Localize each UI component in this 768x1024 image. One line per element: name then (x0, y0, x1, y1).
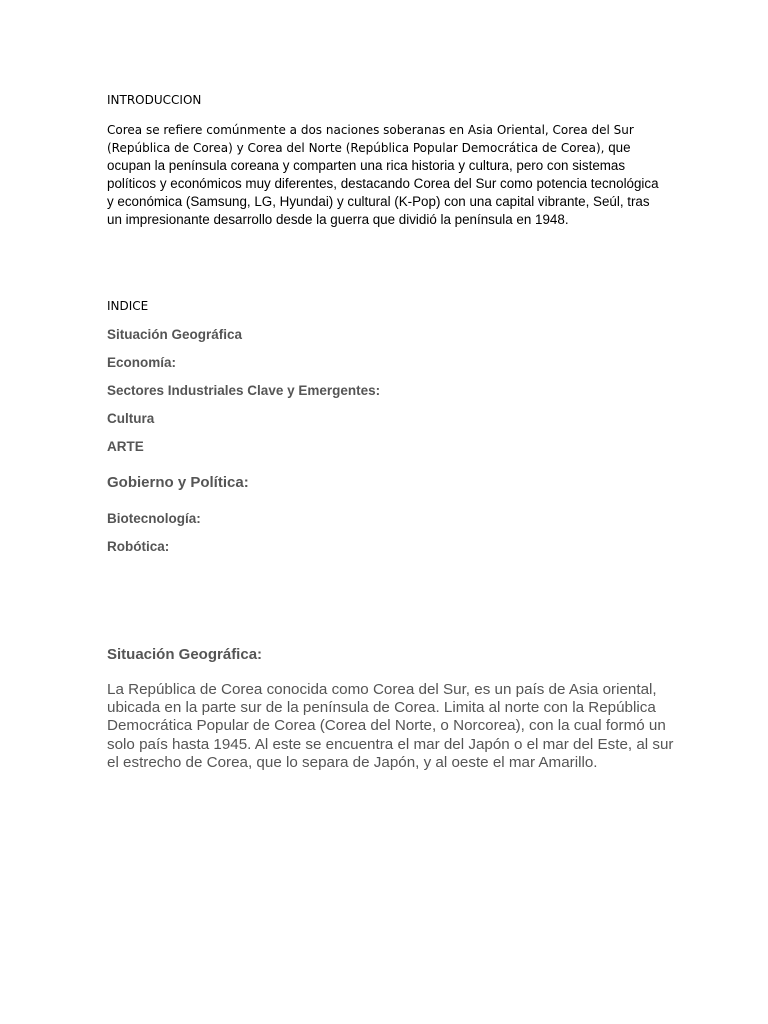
index-item-sectores-industriales: Sectores Industriales Clave y Emergentes: (107, 383, 381, 398)
intro-lead-text: Corea se refiere comúnmente a dos naciones soberanas en Asia Oriental, Corea del Sur (República de Corea) y Corea del Norte (República Popular Democrática de Corea), (107, 123, 634, 155)
index-item-robotica: Robótica: (107, 539, 170, 554)
index-item-gobierno-politica: Gobierno y Política: (107, 474, 249, 491)
intro-heading: INTRODUCCION (107, 93, 202, 107)
intro-paragraph (107, 121, 667, 229)
intro-body-text: que ocupan la península coreana y comparten una rica historia y cultura, pero con sistemas políticos y económicos muy diferentes, destacando Corea del Sur como potencia tecnológica y económica (Samsung, LG, Hyundai) y cultural (K-Pop) con una capital vibrante, Seúl, tras un impresionante desarrollo desde la guerra que dividió la península en 1948. (107, 140, 659, 227)
section-body-situacion-geografica: La República de Corea conocida como Corea del Sur, es un país de Asia oriental, ubicada en la parte sur de la península de Corea. Limita al norte con la República Democrática Popular de Corea (Corea del Norte, o Norcorea), con la cual formó un solo país hasta 1945. Al este se encuentra el mar del Japón o el mar del Este, al sur el estrecho de Corea, que lo separa de Japón, y al oeste el mar Amarillo. (107, 681, 674, 771)
index-item-cultura: Cultura (107, 411, 155, 426)
index-item-biotecnologia: Biotecnología: (107, 511, 201, 526)
index-item-economia: Economía: (107, 355, 177, 370)
section-heading-situacion-geografica: Situación Geográfica: (107, 646, 263, 663)
index-heading: INDICE (107, 299, 149, 313)
index-item-arte: ARTE (107, 439, 144, 454)
index-item-situacion-geografica: Situación Geográfica (107, 327, 243, 342)
